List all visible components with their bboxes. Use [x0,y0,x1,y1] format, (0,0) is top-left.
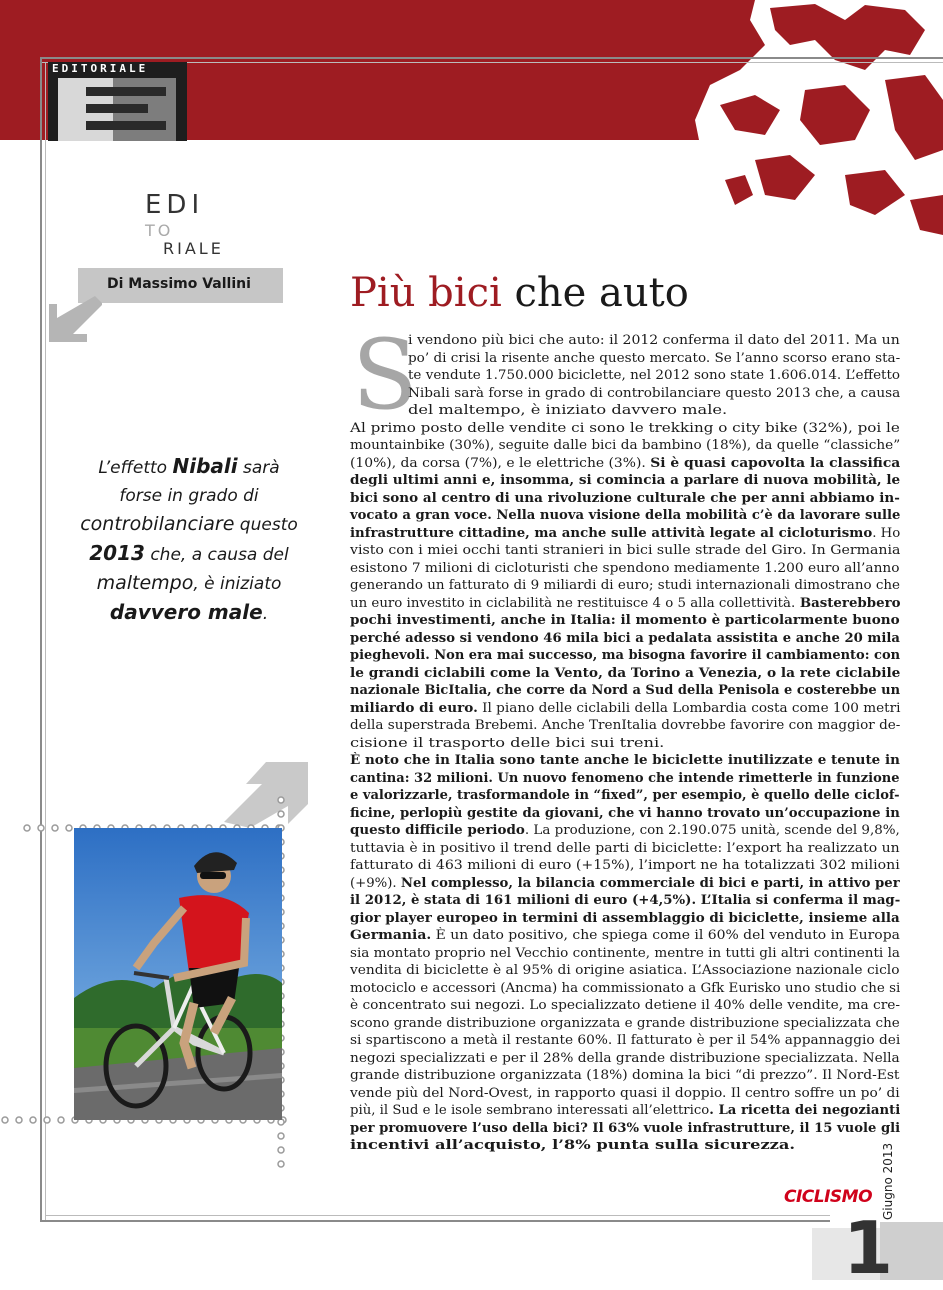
logo-bar [86,121,166,130]
article-line: (10%), da corsa (7%), e le elettriche (3%). Si è quasi capovolta la classifica [350,455,901,471]
article-line: tuttavia è in positivo il trend delle parti di biciclette: l’export ha realizzato un [350,840,900,856]
frame-line-left [40,57,42,1222]
logo-bar [86,104,148,113]
cyclist-photo [74,828,282,1120]
article-line: miliardo di euro. Il piano delle ciclabili della Lombardia costa come 100 metri [350,700,901,716]
quote-handwritten: maltempo [96,572,194,594]
article-line: ficine, perlopiù gestite da giovani, che vi hanno trovato un’occupazione in [350,805,900,821]
article-line: incentivi all’acquisto, l’8% punta sulla sicurezza. [350,1138,796,1153]
article-line: bici sono al centro di una rivoluzione culturale che per anni abbiamo in- [350,490,900,506]
quote-emphasis: davvero male [109,600,263,624]
quote-emphasis: Nibali [172,454,238,478]
headline-black: che auto [501,270,689,316]
page-number: 1 [843,1206,894,1290]
frame-line-bottom-inner [45,1215,830,1216]
article-line: pieghevoli. Non era mai successo, ma bisogna favorire il cambiamento: con [350,648,901,663]
author-byline: Di Massimo Vallini [107,276,251,292]
article-line: È noto che in Italia sono tante anche le biciclette inutilizzate e tenute in [350,753,900,768]
article-headline [350,270,689,316]
quote-text: , è iniziato [193,574,282,594]
article-line: fatturato di 463 milioni di euro (+15%), l’import ne ha totalizzati 302 milioni [350,858,900,873]
article-line: della superstrada Brebemi. Anche TrenItalia dovrebbe favorire con maggior de- [350,718,901,733]
wordmark-bottom: RIALE [163,239,224,258]
article-line: vocato a gran voce. Nella nuova visione della mobilità c’è da lavorare sulle [350,508,901,523]
article-line: è concentrato sui negozi. Lo specializzato detiene il 40% delle vendite, ma cre- [350,998,901,1013]
article-line: si spartiscono a metà il restante 60%. Il fatturato è per il 54% appannaggio dei [350,1033,901,1048]
article-line: vendita di biciclette è al 95% di origine asiatica. L’Associazione nazionale ciclo [350,963,900,978]
issue-date: Giugno 2013 [881,1142,895,1220]
arrow-down-left-icon [47,290,102,345]
decorative-cyclist-graphic [695,0,943,245]
article-line: esistono 7 milioni di cicloturisti che spendono mediamente 1.200 euro all’anno [350,560,900,576]
wordmark-middle: TO [145,221,174,240]
article-line: sia montato proprio nel Vecchio continente, mentre in tutti gli altri continenti la [350,945,900,961]
article-line: gior player europeo in termini di assemblaggio di biciclette, insieme alla [350,910,900,926]
article-line: perché adesso si vendono 46 mila bici a pedalata assistita e anche 20 mila [350,630,900,646]
article-line: cisione il trasporto delle bici sui treni. [350,735,665,751]
article-line: negozi specializzati e per il 28% della grande distribuzione specializzata. Nella [350,1050,900,1066]
article-line: cantina: 32 milioni. Un nuovo fenomeno che intende rimetterle in funzione [350,770,900,786]
article-line: Nibali sarà forse in grado di controbilanciare questo 2013 che, a causa [408,385,901,401]
quote-handwritten: controbilanciare [80,513,235,535]
quote-text: . [262,604,269,624]
article-line: po’ di crisi la risente anche questo mercato. Se l’anno scorso erano sta- [408,350,901,366]
article-line: più, il Sud e le isole sembrano interessati all’elettrico. La ricetta dei negozianti [350,1103,901,1118]
editoriale-logo [48,62,187,141]
article-line: Germania. È un dato positivo, che spiega come il 60% del venduto in Europa [350,928,900,943]
pull-quote [80,452,298,628]
article-line: per promuovere l’uso della bici? Il 63% vuole infrastrutture, il 15 vuole gli [350,1120,901,1136]
article-line: te vendute 1.750.000 biciclette, nel 2012 sono state 1.606.014. L’effetto [408,368,901,383]
article-line: (+9%). Nel complesso, la bilancia commerciale di bici e parti, in attivo per [350,875,900,891]
article-line: degli ultimi anni e, insomma, si comincia a parlare di nuova mobilità, le [350,473,901,488]
article-line: Al primo posto delle vendite ci sono le trekking o city bike (32%), poi le [350,420,900,436]
quote-text: questo [234,515,298,535]
article-line: grande distribuzione organizzata (18%) domina la bici “di prezzo”. Il Nord-Est [350,1068,900,1083]
quote-emphasis: 2013 [89,541,145,565]
article-line: il 2012, è stata di 161 milioni di euro (+4,5%). L’Italia si conferma il mag- [350,893,901,908]
arrow-up-right-icon [222,760,310,828]
magazine-logo: CICLISMO [784,1187,873,1207]
frame-line-top [40,57,943,59]
article-line: motociclo e accessori (Ancma) ha commissionato a Gfk Eurisko uno studio che si [350,980,901,996]
article-line: nazionale BicItalia, che corre da Nord a Sud della Penisola e costerebbe un [350,683,901,698]
article-line: vende più del Nord-Ovest, in rapporto quasi il doppio. Il centro soffre un po’ di [350,1085,900,1101]
article-line: e valorizzarle, trasformandole in “fixed”, per esempio, è quello delle ciclof- [350,788,900,803]
article-line: i vendono più bici che auto: il 2012 conferma il dato del 2011. Ma un [408,333,900,348]
article-line: del maltempo, è iniziato davvero male. [408,403,728,418]
article-line: pochi investimenti, anche in Italia: il momento è particolarmente buono [350,613,900,628]
article-line: visto con i miei occhi tanti stranieri in bici sulle strade del Giro. In Germania [350,543,901,558]
frame-line-left-inner [45,62,46,1222]
frame-line-bottom [40,1220,830,1222]
article-line: scono grande distribuzione organizzata e grande distribuzione specializzata che [350,1015,900,1031]
logo-bar [86,87,166,96]
article-line: questo difficile periodo. La produzione, con 2.190.075 unità, scende del 9,8%, [350,823,900,838]
article-line: infrastrutture cittadine, ma anche sulle attività legate al cicloturismo. Ho [350,525,901,541]
quote-text: sarà forse in grado di [119,458,280,506]
headline-red: Più bici [350,270,502,316]
quote-text: L’effetto [98,458,173,478]
article-line: mountainbike (30%), seguite dalle bici da bambino (18%), da quelle “classiche” [350,438,901,453]
section-label: EDITORIALE [52,62,149,75]
article-line: un euro investito in ciclabilità ne restituisce 4 o 5 alla collettività. Basterebbero [350,595,901,611]
article-line: le grandi ciclabili come la Vento, da Torino a Venezia, o la rete ciclabile [350,665,901,681]
wordmark-top: EDI [145,190,205,220]
quote-text: che, a causa del [144,545,289,565]
article-line: generando un fatturato di 9 miliardi di euro; studi internazionali dimostrano che [350,578,900,593]
drop-cap: S [352,319,418,431]
